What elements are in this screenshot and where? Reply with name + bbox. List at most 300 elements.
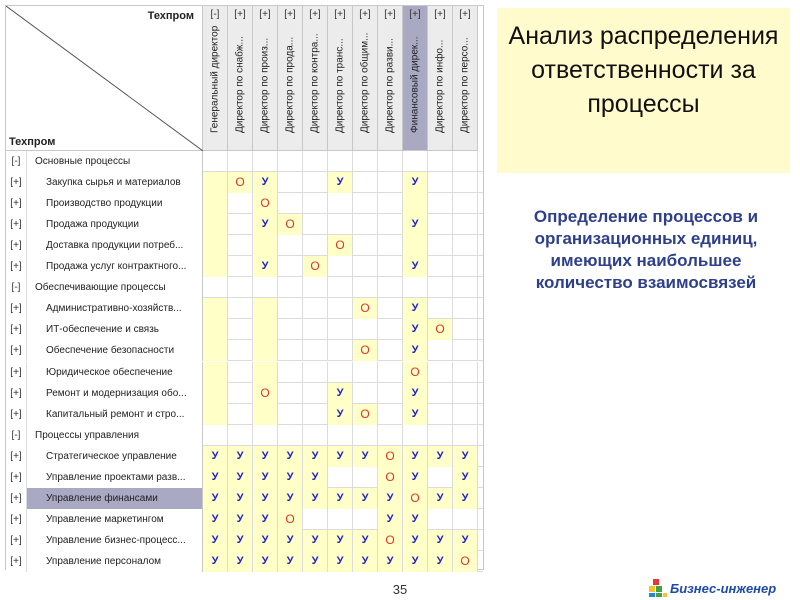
matrix-cell[interactable]: У xyxy=(328,172,353,193)
matrix-cell[interactable]: У xyxy=(353,551,378,572)
matrix-cell[interactable] xyxy=(253,319,278,340)
matrix-cell[interactable] xyxy=(228,235,253,256)
matrix-cell[interactable] xyxy=(453,362,478,383)
matrix-cell[interactable]: У xyxy=(303,551,328,572)
matrix-cell[interactable] xyxy=(403,277,428,298)
matrix-cell[interactable] xyxy=(353,383,378,404)
matrix-cell[interactable] xyxy=(453,151,478,172)
matrix-cell[interactable]: У xyxy=(253,446,278,467)
matrix-cell[interactable] xyxy=(353,214,378,235)
column-expand-toggle[interactable]: [+] xyxy=(309,9,321,20)
matrix-cell[interactable]: О xyxy=(428,319,453,340)
matrix-cell[interactable] xyxy=(428,256,453,277)
process-label[interactable]: Управление маркетингом xyxy=(27,509,203,530)
matrix-cell[interactable] xyxy=(328,340,353,361)
matrix-cell[interactable] xyxy=(203,340,228,361)
matrix-cell[interactable]: У xyxy=(378,488,403,509)
matrix-cell[interactable] xyxy=(203,256,228,277)
process-row[interactable] xyxy=(6,530,483,551)
matrix-cell[interactable]: У xyxy=(303,446,328,467)
matrix-cell[interactable]: У xyxy=(453,467,478,488)
matrix-cell[interactable]: О xyxy=(253,193,278,214)
matrix-cell[interactable] xyxy=(228,319,253,340)
matrix-cell[interactable]: У xyxy=(328,488,353,509)
matrix-cell[interactable]: О xyxy=(353,340,378,361)
process-label[interactable]: Административно-хозяйств... xyxy=(27,298,203,319)
matrix-cell[interactable]: У xyxy=(328,530,353,551)
matrix-cell[interactable]: У xyxy=(428,488,453,509)
matrix-cell[interactable]: У xyxy=(228,509,253,530)
column-expand-toggle[interactable]: [+] xyxy=(434,9,446,20)
matrix-cell[interactable] xyxy=(453,214,478,235)
matrix-cell[interactable] xyxy=(328,256,353,277)
matrix-cell[interactable] xyxy=(453,256,478,277)
column-header[interactable] xyxy=(278,6,303,151)
row-expand-toggle[interactable]: [+] xyxy=(6,446,27,467)
column-expand-toggle[interactable]: [-] xyxy=(210,9,220,20)
matrix-cell[interactable] xyxy=(378,319,403,340)
row-expand-toggle[interactable]: [+] xyxy=(6,509,27,530)
matrix-cell[interactable] xyxy=(403,193,428,214)
column-header[interactable] xyxy=(453,6,478,151)
matrix-cell[interactable]: О xyxy=(278,214,303,235)
row-expand-toggle[interactable]: [+] xyxy=(6,404,27,425)
matrix-cell[interactable] xyxy=(303,362,328,383)
matrix-cell[interactable]: У xyxy=(403,404,428,425)
matrix-cell[interactable] xyxy=(428,193,453,214)
matrix-cell[interactable]: У xyxy=(253,467,278,488)
matrix-cell[interactable] xyxy=(228,193,253,214)
matrix-cell[interactable] xyxy=(328,319,353,340)
process-group-row[interactable] xyxy=(6,425,483,446)
matrix-cell[interactable]: У xyxy=(203,488,228,509)
process-label[interactable]: Ремонт и модернизация обо... xyxy=(27,383,203,404)
matrix-cell[interactable] xyxy=(328,425,353,446)
matrix-cell[interactable]: О xyxy=(403,362,428,383)
matrix-cell[interactable] xyxy=(278,235,303,256)
matrix-cell[interactable] xyxy=(378,277,403,298)
matrix-cell[interactable] xyxy=(378,340,403,361)
matrix-cell[interactable] xyxy=(453,383,478,404)
matrix-cell[interactable] xyxy=(203,214,228,235)
column-expand-toggle[interactable]: [+] xyxy=(359,9,371,20)
matrix-cell[interactable] xyxy=(228,362,253,383)
matrix-cell[interactable] xyxy=(428,425,453,446)
matrix-cell[interactable]: У xyxy=(403,214,428,235)
matrix-cell[interactable] xyxy=(353,425,378,446)
matrix-cell[interactable] xyxy=(328,214,353,235)
matrix-cell[interactable] xyxy=(453,277,478,298)
matrix-cell[interactable] xyxy=(378,151,403,172)
matrix-cell[interactable] xyxy=(328,509,353,530)
matrix-cell[interactable]: У xyxy=(203,467,228,488)
matrix-cell[interactable]: У xyxy=(253,172,278,193)
matrix-cell[interactable] xyxy=(328,151,353,172)
matrix-cell[interactable] xyxy=(303,298,328,319)
matrix-cell[interactable] xyxy=(278,404,303,425)
matrix-cell[interactable]: У xyxy=(228,530,253,551)
matrix-cell[interactable]: У xyxy=(453,488,478,509)
column-header[interactable] xyxy=(328,6,353,151)
row-expand-toggle[interactable]: [+] xyxy=(6,362,27,383)
matrix-cell[interactable] xyxy=(328,277,353,298)
row-expand-toggle[interactable]: [-] xyxy=(6,425,27,446)
process-group-row[interactable] xyxy=(6,277,483,298)
column-expand-toggle[interactable]: [+] xyxy=(384,9,396,20)
process-row[interactable] xyxy=(6,214,483,235)
matrix-cell[interactable] xyxy=(303,235,328,256)
matrix-cell[interactable] xyxy=(203,172,228,193)
matrix-cell[interactable] xyxy=(353,256,378,277)
matrix-cell[interactable] xyxy=(453,319,478,340)
matrix-cell[interactable] xyxy=(303,151,328,172)
matrix-cell[interactable] xyxy=(203,319,228,340)
matrix-cell[interactable]: У xyxy=(228,488,253,509)
process-label[interactable]: Обеспечение безопасности xyxy=(27,340,203,361)
matrix-cell[interactable]: У xyxy=(253,530,278,551)
matrix-cell[interactable]: У xyxy=(228,467,253,488)
matrix-cell[interactable] xyxy=(228,277,253,298)
matrix-cell[interactable] xyxy=(278,319,303,340)
matrix-cell[interactable]: У xyxy=(278,467,303,488)
matrix-cell[interactable] xyxy=(353,193,378,214)
matrix-cell[interactable] xyxy=(228,256,253,277)
matrix-cell[interactable] xyxy=(303,509,328,530)
matrix-cell[interactable] xyxy=(253,340,278,361)
matrix-cell[interactable]: У xyxy=(203,530,228,551)
process-label[interactable]: Стратегическое управление xyxy=(27,446,203,467)
matrix-cell[interactable] xyxy=(203,235,228,256)
matrix-cell[interactable]: У xyxy=(253,488,278,509)
matrix-cell[interactable] xyxy=(203,277,228,298)
matrix-cell[interactable] xyxy=(228,340,253,361)
matrix-cell[interactable] xyxy=(428,467,453,488)
matrix-cell[interactable]: У xyxy=(428,530,453,551)
matrix-cell[interactable] xyxy=(303,172,328,193)
matrix-cell[interactable] xyxy=(428,404,453,425)
row-expand-toggle[interactable]: [+] xyxy=(6,172,27,193)
matrix-cell[interactable] xyxy=(353,172,378,193)
matrix-cell[interactable] xyxy=(378,235,403,256)
row-expand-toggle[interactable]: [+] xyxy=(6,235,27,256)
matrix-cell[interactable] xyxy=(278,362,303,383)
process-row[interactable] xyxy=(6,488,483,509)
process-label[interactable]: Управление финансами xyxy=(27,488,203,509)
matrix-cell[interactable] xyxy=(278,277,303,298)
matrix-cell[interactable] xyxy=(303,277,328,298)
matrix-cell[interactable] xyxy=(278,383,303,404)
matrix-cell[interactable] xyxy=(328,193,353,214)
matrix-cell[interactable] xyxy=(453,193,478,214)
matrix-cell[interactable]: У xyxy=(403,256,428,277)
matrix-cell[interactable]: О xyxy=(228,172,253,193)
process-label[interactable]: Продажа продукции xyxy=(27,214,203,235)
process-label[interactable]: Управление бизнес-процесс... xyxy=(27,530,203,551)
matrix-cell[interactable]: У xyxy=(328,383,353,404)
matrix-cell[interactable] xyxy=(378,362,403,383)
column-expand-toggle[interactable]: [+] xyxy=(409,9,421,20)
matrix-cell[interactable]: У xyxy=(253,551,278,572)
matrix-cell[interactable] xyxy=(403,151,428,172)
matrix-cell[interactable]: У xyxy=(403,319,428,340)
column-expand-toggle[interactable]: [+] xyxy=(284,9,296,20)
process-row[interactable] xyxy=(6,467,483,488)
matrix-cell[interactable] xyxy=(203,425,228,446)
matrix-cell[interactable] xyxy=(378,425,403,446)
matrix-cell[interactable] xyxy=(228,383,253,404)
matrix-cell[interactable] xyxy=(378,298,403,319)
matrix-cell[interactable] xyxy=(203,151,228,172)
process-row[interactable] xyxy=(6,404,483,425)
matrix-cell[interactable]: У xyxy=(403,446,428,467)
matrix-cell[interactable] xyxy=(203,404,228,425)
matrix-cell[interactable] xyxy=(278,172,303,193)
row-expand-toggle[interactable]: [+] xyxy=(6,551,27,572)
matrix-cell[interactable]: У xyxy=(453,530,478,551)
process-label[interactable]: Закупка сырья и материалов xyxy=(27,172,203,193)
column-header[interactable] xyxy=(203,6,228,151)
matrix-cell[interactable] xyxy=(303,340,328,361)
matrix-cell[interactable]: У xyxy=(353,530,378,551)
matrix-cell[interactable] xyxy=(203,383,228,404)
matrix-cell[interactable] xyxy=(378,383,403,404)
matrix-cell[interactable] xyxy=(353,277,378,298)
process-row[interactable] xyxy=(6,193,483,214)
matrix-cell[interactable]: У xyxy=(403,530,428,551)
matrix-cell[interactable]: О xyxy=(353,298,378,319)
matrix-cell[interactable]: У xyxy=(328,446,353,467)
matrix-cell[interactable] xyxy=(278,193,303,214)
matrix-cell[interactable] xyxy=(428,151,453,172)
row-expand-toggle[interactable]: [+] xyxy=(6,319,27,340)
process-row[interactable] xyxy=(6,340,483,361)
matrix-cell[interactable] xyxy=(428,340,453,361)
column-header[interactable] xyxy=(228,6,253,151)
process-label[interactable]: Процессы управления xyxy=(27,425,203,446)
process-label[interactable]: Капитальный ремонт и стро... xyxy=(27,404,203,425)
matrix-cell[interactable] xyxy=(428,362,453,383)
matrix-cell[interactable] xyxy=(228,151,253,172)
matrix-cell[interactable] xyxy=(253,235,278,256)
matrix-cell[interactable] xyxy=(253,277,278,298)
process-row[interactable] xyxy=(6,319,483,340)
row-expand-toggle[interactable]: [+] xyxy=(6,488,27,509)
row-expand-toggle[interactable]: [+] xyxy=(6,383,27,404)
matrix-cell[interactable] xyxy=(253,151,278,172)
row-expand-toggle[interactable]: [+] xyxy=(6,467,27,488)
matrix-cell[interactable] xyxy=(203,193,228,214)
matrix-cell[interactable] xyxy=(453,425,478,446)
matrix-cell[interactable]: У xyxy=(278,551,303,572)
matrix-cell[interactable] xyxy=(378,193,403,214)
column-expand-toggle[interactable]: [+] xyxy=(459,9,471,20)
matrix-cell[interactable]: О xyxy=(453,551,478,572)
matrix-cell[interactable] xyxy=(378,404,403,425)
matrix-cell[interactable]: У xyxy=(328,551,353,572)
matrix-cell[interactable]: О xyxy=(328,235,353,256)
matrix-cell[interactable]: У xyxy=(403,551,428,572)
matrix-cell[interactable]: У xyxy=(203,446,228,467)
matrix-cell[interactable] xyxy=(303,214,328,235)
row-expand-toggle[interactable]: [+] xyxy=(6,256,27,277)
matrix-cell[interactable]: У xyxy=(403,298,428,319)
matrix-cell[interactable] xyxy=(278,340,303,361)
matrix-cell[interactable] xyxy=(378,172,403,193)
process-label[interactable]: Управление проектами разв... xyxy=(27,467,203,488)
matrix-cell[interactable]: У xyxy=(403,172,428,193)
row-expand-toggle[interactable]: [+] xyxy=(6,530,27,551)
matrix-cell[interactable] xyxy=(303,425,328,446)
matrix-cell[interactable] xyxy=(378,256,403,277)
column-header[interactable] xyxy=(353,6,378,151)
matrix-cell[interactable] xyxy=(428,235,453,256)
column-expand-toggle[interactable]: [+] xyxy=(259,9,271,20)
matrix-cell[interactable] xyxy=(278,298,303,319)
matrix-cell[interactable] xyxy=(453,340,478,361)
matrix-cell[interactable] xyxy=(228,425,253,446)
matrix-cell[interactable] xyxy=(453,298,478,319)
matrix-cell[interactable]: О xyxy=(253,383,278,404)
column-header[interactable] xyxy=(303,6,328,151)
process-label[interactable]: Обеспечивающие процессы xyxy=(27,277,203,298)
process-row[interactable] xyxy=(6,551,483,572)
matrix-cell[interactable] xyxy=(428,383,453,404)
matrix-cell[interactable] xyxy=(353,319,378,340)
matrix-cell[interactable]: О xyxy=(378,467,403,488)
process-row[interactable] xyxy=(6,446,483,467)
process-label[interactable]: Юридическое обеспечение xyxy=(27,362,203,383)
matrix-cell[interactable]: У xyxy=(428,551,453,572)
matrix-cell[interactable] xyxy=(303,193,328,214)
matrix-cell[interactable] xyxy=(203,362,228,383)
matrix-cell[interactable]: У xyxy=(428,446,453,467)
matrix-cell[interactable] xyxy=(253,298,278,319)
row-expand-toggle[interactable]: [+] xyxy=(6,193,27,214)
column-header[interactable] xyxy=(403,6,428,151)
matrix-cell[interactable] xyxy=(278,256,303,277)
column-expand-toggle[interactable]: [+] xyxy=(234,9,246,20)
matrix-cell[interactable] xyxy=(228,214,253,235)
process-label[interactable]: ИТ-обеспечение и связь xyxy=(27,319,203,340)
matrix-cell[interactable] xyxy=(228,298,253,319)
matrix-cell[interactable]: О xyxy=(378,446,403,467)
matrix-cell[interactable]: У xyxy=(353,488,378,509)
process-label[interactable]: Основные процессы xyxy=(27,151,203,172)
row-expand-toggle[interactable]: [-] xyxy=(6,151,27,172)
column-header[interactable] xyxy=(253,6,278,151)
matrix-cell[interactable] xyxy=(353,467,378,488)
matrix-cell[interactable]: У xyxy=(403,383,428,404)
matrix-cell[interactable] xyxy=(428,277,453,298)
process-group-row[interactable] xyxy=(6,151,483,172)
matrix-cell[interactable]: У xyxy=(378,509,403,530)
matrix-cell[interactable] xyxy=(278,151,303,172)
matrix-cell[interactable] xyxy=(253,362,278,383)
matrix-cell[interactable] xyxy=(353,151,378,172)
matrix-cell[interactable] xyxy=(428,172,453,193)
matrix-cell[interactable] xyxy=(328,298,353,319)
matrix-cell[interactable]: У xyxy=(228,446,253,467)
matrix-cell[interactable] xyxy=(328,362,353,383)
matrix-cell[interactable] xyxy=(403,235,428,256)
matrix-cell[interactable] xyxy=(303,319,328,340)
row-expand-toggle[interactable]: [+] xyxy=(6,340,27,361)
matrix-cell[interactable]: О xyxy=(403,488,428,509)
matrix-cell[interactable] xyxy=(253,404,278,425)
column-header[interactable] xyxy=(378,6,403,151)
matrix-cell[interactable]: У xyxy=(328,404,353,425)
process-label[interactable]: Производство продукции xyxy=(27,193,203,214)
matrix-cell[interactable] xyxy=(403,425,428,446)
column-expand-toggle[interactable]: [+] xyxy=(334,9,346,20)
matrix-cell[interactable]: У xyxy=(278,530,303,551)
process-row[interactable] xyxy=(6,383,483,404)
matrix-cell[interactable]: О xyxy=(378,530,403,551)
matrix-cell[interactable] xyxy=(303,404,328,425)
process-row[interactable] xyxy=(6,298,483,319)
matrix-cell[interactable]: У xyxy=(278,488,303,509)
process-label[interactable]: Управление персоналом xyxy=(27,551,203,572)
process-row[interactable] xyxy=(6,509,483,530)
matrix-cell[interactable] xyxy=(228,404,253,425)
matrix-cell[interactable]: У xyxy=(253,509,278,530)
matrix-cell[interactable]: У xyxy=(203,551,228,572)
process-label[interactable]: Доставка продукции потреб... xyxy=(27,235,203,256)
matrix-cell[interactable] xyxy=(453,235,478,256)
matrix-cell[interactable] xyxy=(453,509,478,530)
matrix-cell[interactable] xyxy=(278,425,303,446)
process-row[interactable] xyxy=(6,235,483,256)
matrix-cell[interactable]: О xyxy=(353,404,378,425)
matrix-cell[interactable] xyxy=(428,509,453,530)
matrix-cell[interactable] xyxy=(328,467,353,488)
matrix-cell[interactable]: У xyxy=(253,214,278,235)
matrix-cell[interactable] xyxy=(353,509,378,530)
matrix-cell[interactable]: У xyxy=(303,467,328,488)
column-header[interactable] xyxy=(428,6,453,151)
process-row[interactable] xyxy=(6,362,483,383)
matrix-cell[interactable] xyxy=(453,172,478,193)
matrix-cell[interactable]: У xyxy=(453,446,478,467)
matrix-cell[interactable]: О xyxy=(278,509,303,530)
matrix-cell[interactable]: У xyxy=(203,509,228,530)
matrix-cell[interactable] xyxy=(253,425,278,446)
matrix-cell[interactable]: У xyxy=(228,551,253,572)
row-expand-toggle[interactable]: [-] xyxy=(6,277,27,298)
matrix-cell[interactable] xyxy=(203,298,228,319)
matrix-cell[interactable] xyxy=(428,298,453,319)
matrix-cell[interactable]: У xyxy=(303,488,328,509)
matrix-cell[interactable]: У xyxy=(253,256,278,277)
matrix-cell[interactable]: У xyxy=(278,446,303,467)
row-expand-toggle[interactable]: [+] xyxy=(6,298,27,319)
row-expand-toggle[interactable]: [+] xyxy=(6,214,27,235)
matrix-cell[interactable]: У xyxy=(378,551,403,572)
matrix-cell[interactable] xyxy=(453,404,478,425)
matrix-cell[interactable] xyxy=(378,214,403,235)
matrix-cell[interactable] xyxy=(353,235,378,256)
process-label[interactable]: Продажа услуг контрактного... xyxy=(27,256,203,277)
process-row[interactable] xyxy=(6,172,483,193)
matrix-cell[interactable]: У xyxy=(403,509,428,530)
matrix-cell[interactable] xyxy=(353,362,378,383)
matrix-cell[interactable]: У xyxy=(403,467,428,488)
process-row[interactable] xyxy=(6,256,483,277)
matrix-cell[interactable]: О xyxy=(303,256,328,277)
matrix-cell[interactable]: У xyxy=(303,530,328,551)
matrix-cell[interactable]: У xyxy=(403,340,428,361)
matrix-cell[interactable] xyxy=(428,214,453,235)
